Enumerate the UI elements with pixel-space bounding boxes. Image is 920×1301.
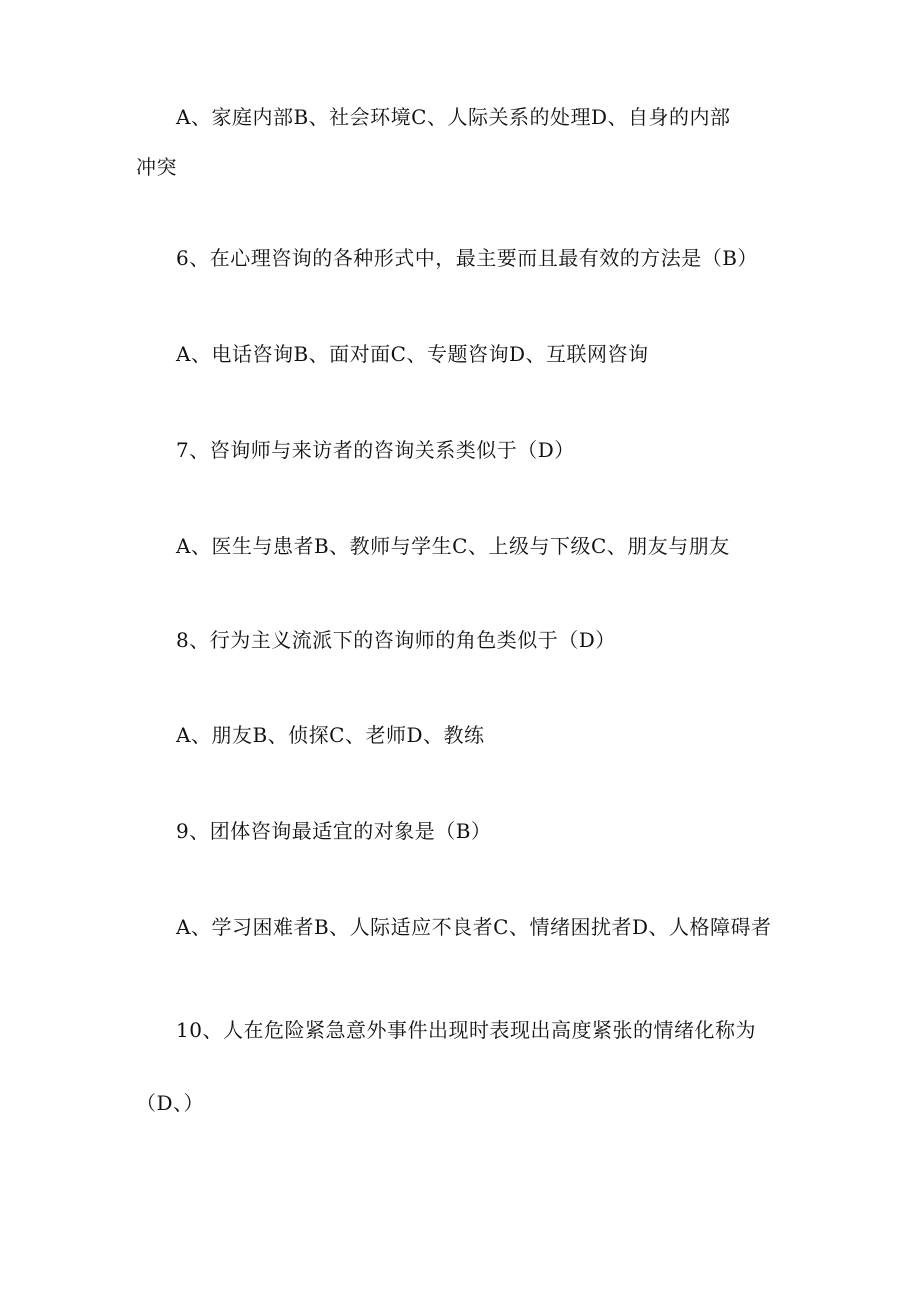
option-line-q5-continued: 冲突	[136, 155, 177, 179]
option-line-q6: A、电话咨询B、面对面C、专题咨询D、互联网咨询	[176, 342, 649, 366]
option-line-q9: A、学习困难者B、人际适应不良者C、情绪困扰者D、人格障碍者	[176, 915, 772, 939]
question-8: 8、行为主义流派下的咨询师的角色类似于（D）	[176, 628, 616, 652]
question-9: 9、团体咨询最适宜的对象是（B）	[176, 819, 492, 843]
option-line-q5: A、家庭内部B、社会环境C、人际关系的处理D、自身的内部	[176, 105, 731, 129]
option-line-q8: A、朋友B、侦探C、老师D、教练	[176, 723, 485, 747]
question-7: 7、咨询师与来访者的咨询关系类似于（D）	[176, 438, 575, 462]
question-6: 6、在心理咨询的各种形式中，最主要而且最有效的方法是（B）	[176, 246, 758, 270]
question-10-continued: （D、）	[136, 1091, 205, 1115]
question-10: 10、人在危险紧急意外事件出现时表现出高度紧张的情绪化称为	[176, 1018, 756, 1042]
option-line-q7: A、医生与患者B、教师与学生C、上级与下级C、朋友与朋友	[176, 534, 730, 558]
